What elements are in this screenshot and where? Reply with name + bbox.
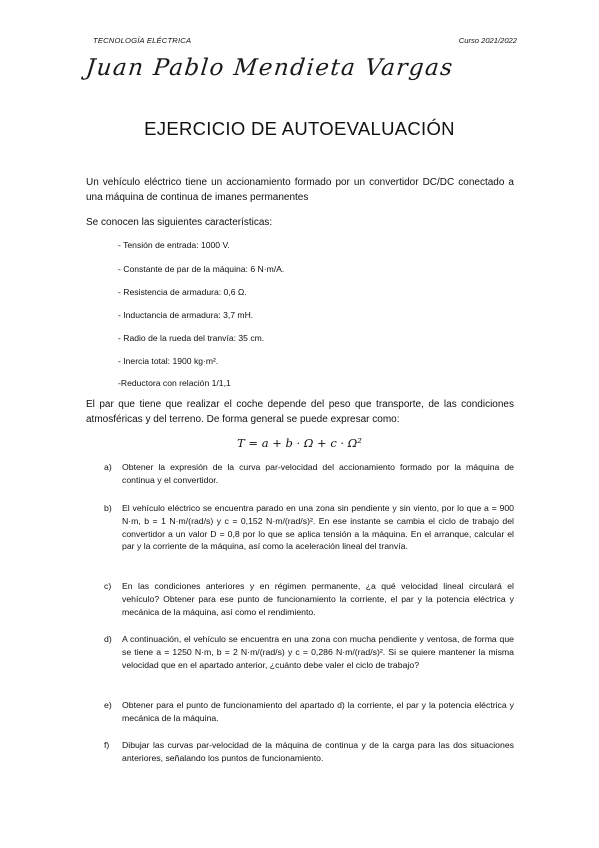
- intro-paragraph: Un vehículo eléctrico tiene un accionamiento formado por un convertidor DC/DC conectado a una máquina de continua de imanes permanentes: [86, 177, 514, 203]
- header-course-year: Curso 2021/2022: [458, 36, 517, 45]
- question-text: En las condiciones anteriores y en régimen permanente, ¿a qué velocidad lineal circulará el vehículo? Obtener para ese punto de funcionamiento la corriente, el par y la potencia eléctrica y mecánica de la máquina, así como el rendimiento.: [122, 581, 514, 617]
- handwritten-name: Juan Pablo Mendieta Vargas: [84, 55, 456, 81]
- characteristic-item: - Radio de la rueda del tranvía: 35 cm.: [118, 333, 265, 343]
- question-item: [104, 699, 514, 725]
- question-item: [104, 739, 514, 765]
- characteristic-item: - Inductancia de armadura: 3,7 mH.: [118, 310, 254, 320]
- question-text: Obtener para el punto de funcionamiento del apartado d) la corriente, el par y la potencia eléctrica y mecánica de la máquina.: [122, 700, 514, 723]
- question-text: Obtener la expresión de la curva par-velocidad del accionamiento formado por la máquina de continua y el convertidor.: [122, 462, 514, 485]
- question-item: [104, 461, 514, 487]
- characteristic-item: - Tensión de entrada: 1000 V.: [118, 240, 230, 250]
- question-label: f): [104, 740, 110, 750]
- question-label: e): [104, 700, 112, 710]
- question-label: d): [104, 634, 112, 644]
- question-text: A continuación, el vehículo se encuentra en una zona con mucha pendiente y ventosa, de forma que se tiene a = 1250 N·m, b = 2 N·m/(rad/s) y c = 0,286 N·m/(rad/s)². Si se quiere mantener la misma velocidad que en el apartado anterior, ¿cuánto debe valer el ciclo de trabajo?: [122, 634, 514, 670]
- header-course-name: TECNOLOGÍA ELÉCTRICA: [93, 36, 192, 45]
- characteristic-item: - Resistencia de armadura: 0,6 Ω.: [118, 287, 247, 297]
- torque-paragraph: El par que tiene que realizar el coche depende del peso que transporte, de las condiciones atmosféricas y del terreno. De forma general se puede expresar como:: [86, 399, 514, 425]
- question-text: El vehículo eléctrico se encuentra parado en una zona sin pendiente y sin viento, por lo que a = 900 N·m, b = 1 N·m/(rad/s) y c = 0,152 N·m/(rad/s)². En ese instante se cambia el ciclo de trabajo del convertidor a un valor D = 0,8 por lo que se aplica tensión a la máquina. En el arranque, calcular el par y la corriente de la máquina, así como la aceleración lineal del tranvía.: [122, 503, 514, 552]
- question-item: [104, 633, 514, 671]
- characteristics-lead: Se conocen las siguientes características:: [86, 217, 273, 228]
- page-title: EJERCICIO DE AUTOEVALUACIÓN: [144, 118, 455, 139]
- question-label: b): [104, 503, 112, 513]
- question-text: Dibujar las curvas par-velocidad de la máquina de continua y de la carga para las dos situaciones anteriores, señalando los puntos de funcionamiento.: [122, 740, 514, 763]
- characteristic-item: -Reductora con relación 1/1,1: [118, 378, 231, 388]
- torque-formula: T = a + b · Ω + c · Ω²: [237, 436, 362, 450]
- question-label: a): [104, 462, 112, 472]
- characteristic-item: - Inercia total: 1900 kg·m².: [118, 356, 219, 366]
- characteristic-item: - Constante de par de la máquina: 6 N·m/A.: [118, 264, 285, 274]
- question-label: c): [104, 581, 112, 591]
- question-item: [104, 502, 514, 553]
- question-item: [104, 580, 514, 618]
